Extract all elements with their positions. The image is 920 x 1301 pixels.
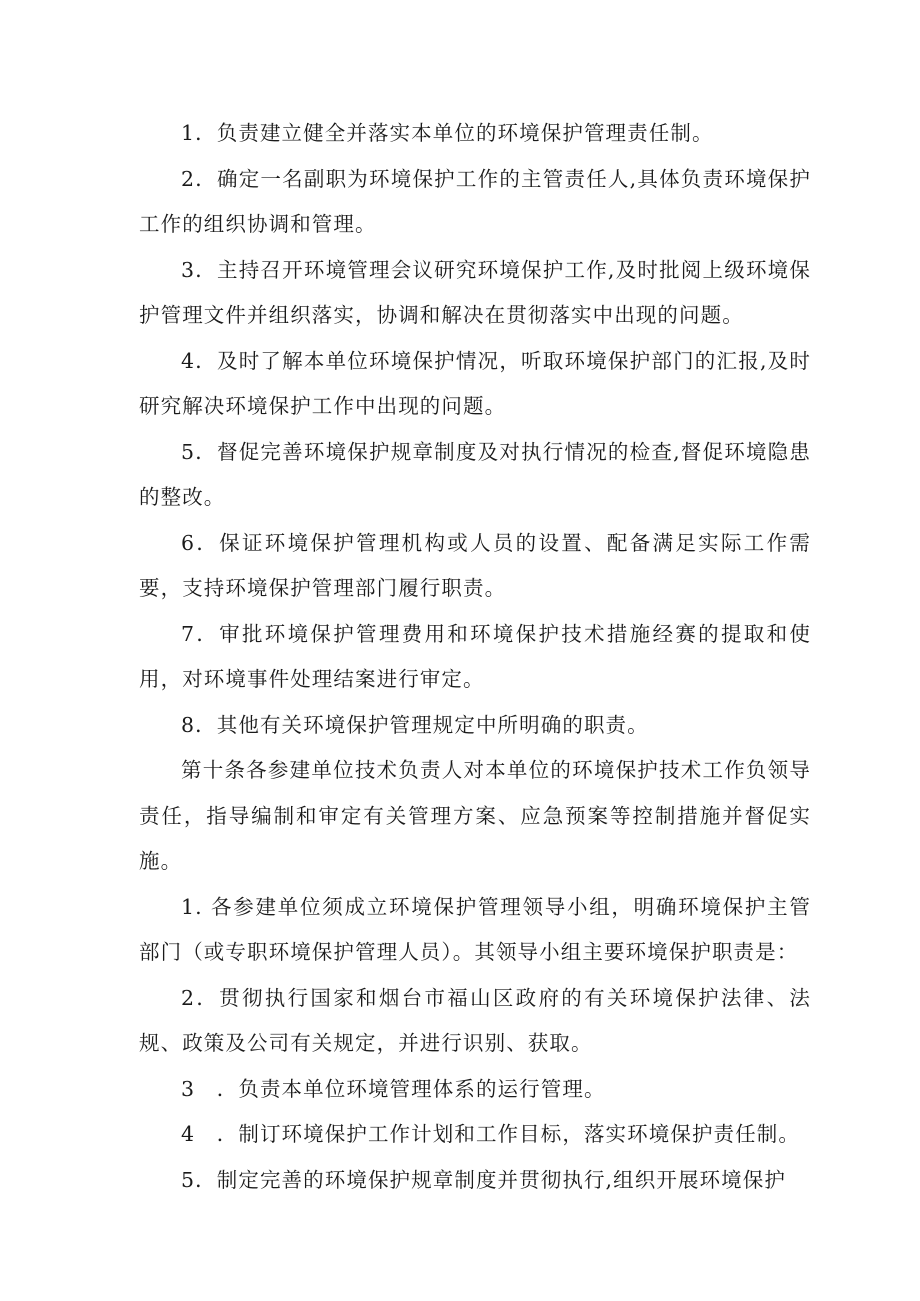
sub-item-1: 1. 各参建单位须成立环境保护管理领导小组，明确环境保护主管部门（或专职环境保护管理人员）。其领导小组主要环境保护职责是：	[139, 894, 811, 964]
paragraph-item-1: 1．负责建立健全并落实本单位的环境保护管理责任制。	[181, 121, 714, 145]
paragraph-item-7: 7．审批环境保护管理费用和环境保护技术措施经赛的提取和使用，对环境事件处理结案进行审定。	[139, 621, 811, 691]
paragraph-item-4: 4．及时了解本单位环境保护情况，听取环境保护部门的汇报,及时研究解决环境保护工作中出现的问题。	[139, 348, 811, 418]
paragraph-item-2: 2．确定一名副职为环境保护工作的主管责任人,具体负责环境保护工作的组织协调和管理。	[139, 166, 811, 236]
sub-item-4: 4 ．制订环境保护工作计划和工作目标，落实环境保护责任制。	[181, 1122, 800, 1146]
document-body	[139, 111, 811, 1203]
sub-item-3: 3 ．负责本单位环境管理体系的运行管理。	[181, 1076, 606, 1101]
paragraph-item-5: 5．督促完善环境保护规章制度及对执行情况的检查,督促环境隐患的整改。	[139, 439, 811, 509]
article-ten-paragraph: 第十条各参建单位技术负责人对本单位的环境保护技术工作负领导责任，指导编制和审定有关管理方案、应急预案等控制措施并督促实施。	[139, 758, 811, 873]
paragraph-item-3: 3．主持召开环境管理会议研究环境保护工作,及时批阅上级环境保护管理文件并组织落实，协调和解决在贯彻落实中出现的问题。	[139, 257, 811, 327]
paragraph-item-6: 6．保证环境保护管理机构或人员的设置、配备满足实际工作需要，支持环境保护管理部门履行职责。	[139, 530, 811, 600]
sub-item-5: 5．制定完善的环境保护规章制度并贯彻执行,组织开展环境保护	[181, 1167, 786, 1192]
paragraph-item-8: 8．其他有关环境保护管理规定中所明确的职责。	[181, 712, 649, 737]
sub-item-2: 2．贯彻执行国家和烟台市福山区政府的有关环境保护法律、法规、政策及公司有关规定，并进行识别、获取。	[139, 985, 811, 1055]
